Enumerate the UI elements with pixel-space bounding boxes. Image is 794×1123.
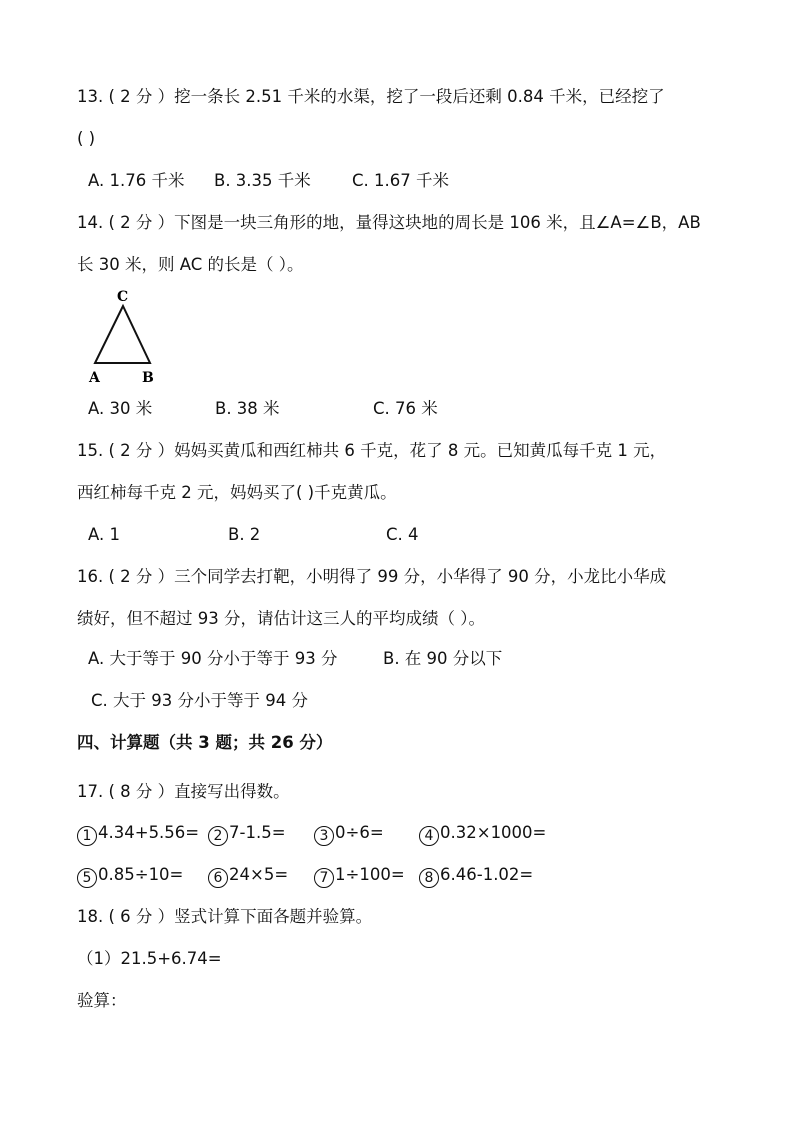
calc-expression: 0.32×1000=: [440, 823, 547, 842]
triangle-label-b: B: [142, 370, 154, 386]
q15-line1: 15. ( 2 分 ）妈妈买黄瓜和西红柿共 6 千克，花了 8 元。已知黄瓜每千克 1 元，: [77, 441, 667, 460]
circled-number-2: 2: [208, 826, 228, 846]
q15-option-b: B. 2: [228, 525, 261, 544]
q15-option-c: C. 4: [386, 525, 419, 544]
q15-option-a: A. 1: [88, 525, 120, 544]
calc-item: [419, 864, 533, 888]
triangle-figure: [84, 286, 164, 386]
q14-option-a: A. 30 米: [88, 399, 153, 418]
q18-subquestion-1: （1）21.5+6.74=: [77, 949, 222, 968]
calc-item: [314, 864, 405, 888]
q15-line2: 西红柿每千克 2 元，妈妈买了( )千克黄瓜。: [77, 483, 397, 502]
q16-option-a: A. 大于等于 90 分小于等于 93 分: [88, 649, 338, 668]
calc-item: [208, 864, 288, 888]
calc-item: [77, 864, 183, 888]
circled-number-1: 1: [77, 826, 97, 846]
q14-line2: 长 30 米，则 AC 的长是（ ）。: [77, 255, 304, 274]
q13-line2: ( ): [77, 129, 96, 148]
calc-expression: 6.46-1.02=: [440, 865, 534, 884]
circled-number-4: 4: [419, 826, 439, 846]
calc-expression: 24×5=: [229, 865, 289, 884]
q17-prompt: 17. ( 8 分 ）直接写出得数。: [77, 782, 290, 801]
calc-item: [208, 822, 286, 846]
circled-number-6: 6: [208, 868, 228, 888]
calc-expression: 7-1.5=: [229, 823, 286, 842]
triangle-label-c: C: [117, 289, 129, 305]
triangle-label-a: A: [89, 370, 100, 386]
q18-check-label: 验算：: [77, 991, 127, 1010]
q16-line2: 绩好，但不超过 93 分，请估计这三人的平均成绩（ ）。: [77, 609, 485, 628]
calc-expression: 0÷6=: [335, 823, 384, 842]
calc-expression: 1÷100=: [335, 865, 405, 884]
q14-option-b: B. 38 米: [215, 399, 280, 418]
calc-item: [77, 822, 199, 846]
calc-item: [314, 822, 384, 846]
calc-expression: 4.34+5.56=: [98, 823, 200, 842]
q13-option-c: C. 1.67 千米: [352, 171, 449, 190]
calc-item: [419, 822, 546, 846]
q13-option-b: B. 3.35 千米: [214, 171, 311, 190]
q16-line1: 16. ( 2 分 ）三个同学去打靶，小明得了 99 分，小华得了 90 分，小龙比小华成: [77, 567, 667, 586]
q16-option-b: B. 在 90 分以下: [383, 649, 503, 668]
circled-number-7: 7: [314, 868, 334, 888]
q18-prompt: 18. ( 6 分 ）竖式计算下面各题并验算。: [77, 907, 373, 926]
circled-number-8: 8: [419, 868, 439, 888]
calc-expression: 0.85÷10=: [98, 865, 184, 884]
circled-number-5: 5: [77, 868, 97, 888]
q13-line1: 13. ( 2 分 ）挖一条长 2.51 千米的水渠，挖了一段后还剩 0.84 千米，已经挖了: [77, 87, 665, 106]
q14-option-c: C. 76 米: [373, 399, 438, 418]
triangle-shape: [95, 306, 150, 363]
q13-option-a: A. 1.76 千米: [88, 171, 185, 190]
circled-number-3: 3: [314, 826, 334, 846]
q16-option-c: C. 大于 93 分小于等于 94 分: [91, 691, 308, 710]
q14-line1: 14. ( 2 分 ）下图是一块三角形的地，量得这块地的周长是 106 米，且∠A=∠B，AB: [77, 213, 701, 232]
section-title: 四、计算题（共 3 题；共 26 分）: [77, 733, 333, 752]
